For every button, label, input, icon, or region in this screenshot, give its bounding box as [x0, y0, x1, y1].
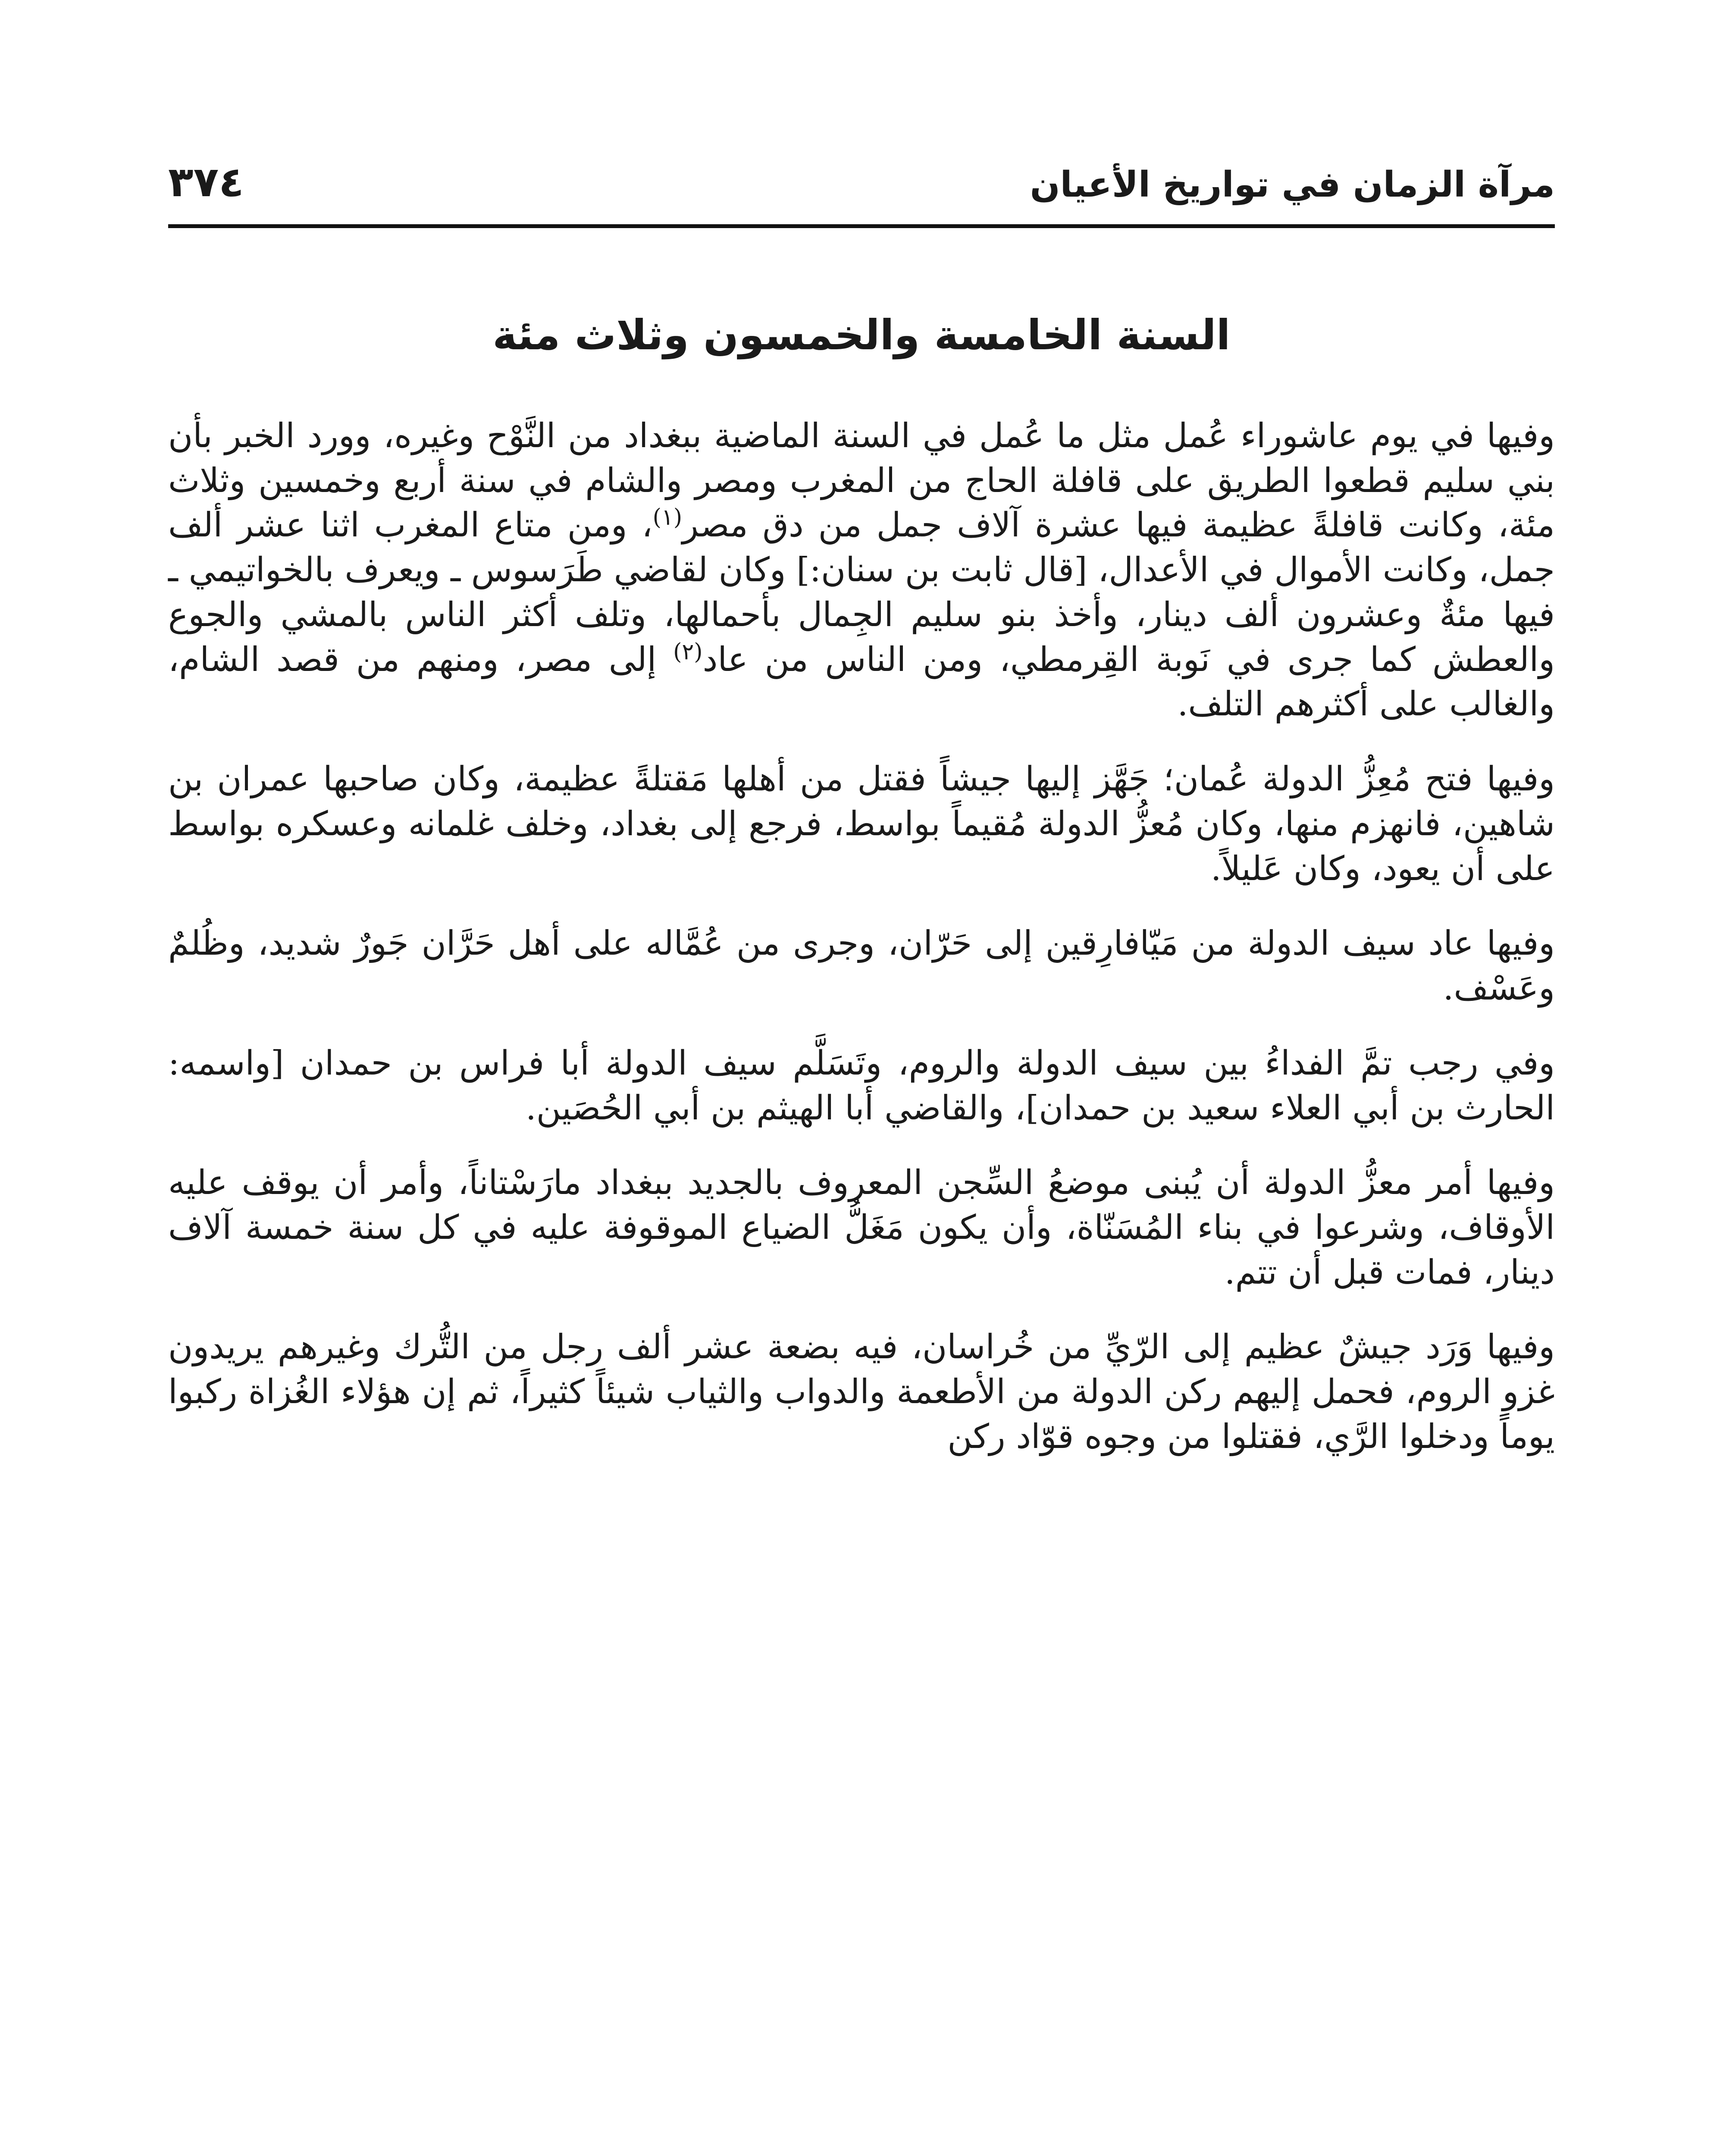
- footnote-ref-1[interactable]: (١): [652, 505, 683, 531]
- header-rule: [168, 224, 1555, 228]
- paragraph-1-part-a: وفيها في يوم عاشوراء عُمل مثل ما عُمل في السنة الماضية ببغداد من النَّوْح وغيره، وورد الخبر بأن بني سليم قطعوا الطريق على قافلة الحاج من المغرب ومصر والشام في سنة أربع وخمسين وثلاث مئة، وكانت قافلةً عظيمة فيها عشرة آلاف جمل من دق مصر: [168, 417, 1555, 545]
- paragraph-6: وفيها وَرَد جيشٌ عظيم إلى الرّيِّ من خُراسان، فيه بضعة عشر ألف رجل من التُّرك وغيرهم يريدون غزو الروم، فحمل إليهم ركن الدولة من الأطعمة والدواب والثياب شيئاً كثيراً، ثم إن هؤلاء الغُزاة ركبوا يوماً ودخلوا الرَّي، فقتلوا من وجوه قوّاد ركن: [168, 1328, 1555, 1456]
- footnote-ref-2[interactable]: (٢): [673, 639, 703, 665]
- main-text: [168, 414, 1555, 1490]
- paragraph-3: وفيها عاد سيف الدولة من مَيّافارِقين إلى حَرّان، وجرى من عُمَّاله على أهل حَرَّان جَورٌ شديد، وظُلمٌ وعَسْف.: [168, 924, 1555, 1008]
- paragraph-1-part-c: إلى مصر، ومنهم من قصد الشام، والغالب على أكثرهم التلف.: [168, 640, 1555, 724]
- paragraph-1-part-b: ، ومن متاع المغرب اثنا عشر ألف جمل، وكانت الأموال في الأعدال، [قال ثابت بن سنان:] وكان لقاضي طَرَسوس ـ ويعرف بالخواتيمي ـ فيها مئةٌ وعشرون ألف دينار، وأخذ بنو سليم الجِمال بأحمالها، وتلف أكثر الناس بالمشي والجوع والعطش كما جرى في نَوبة القِرمطي، ومن الناس من عاد: [168, 506, 1555, 679]
- paragraph-2: وفيها فتح مُعِزُّ الدولة عُمان؛ جَهَّز إليها جيشاً فقتل من أهلها مَقتلةً عظيمة، وكان صاحبها عمران بن شاهين، فانهزم منها، وكان مُعزُّ الدولة مُقيماً بواسط، فرجع إلى بغداد، وخلف غلمانه وعسكره بواسط على أن يعود، وكان عَليلاً.: [168, 760, 1555, 888]
- section-heading: السنة الخامسة والخمسون وثلاث مئة: [492, 311, 1231, 359]
- paragraph-1: [168, 414, 1555, 727]
- running-head: [168, 155, 1555, 220]
- paragraph-5: وفيها أمر معزُّ الدولة أن يُبنى موضعُ السِّجن المعروف بالجديد ببغداد مارَسْتاناً، وأمر أن يوقف عليه الأوقاف، وشرعوا في بناء المُسَنّاة، وأن يكون مَغَلُّ الضياع الموقوفة عليه في كل سنة خمسة آلاف دينار، فمات قبل أن تتم.: [168, 1163, 1555, 1292]
- running-head-title: مرآة الزمان في تواريخ الأعيان: [1030, 164, 1555, 205]
- page-number: ٣٧٤: [168, 158, 244, 206]
- paragraph-4: وفي رجب تمَّ الفداءُ بين سيف الدولة والروم، وتَسَلَّم سيف الدولة أبا فراس بن حمدان [واسمه: الحارث بن أبي العلاء سعيد بن حمدان]، والقاضي أبا الهيثم بن أبي الحُصَين.: [168, 1044, 1555, 1128]
